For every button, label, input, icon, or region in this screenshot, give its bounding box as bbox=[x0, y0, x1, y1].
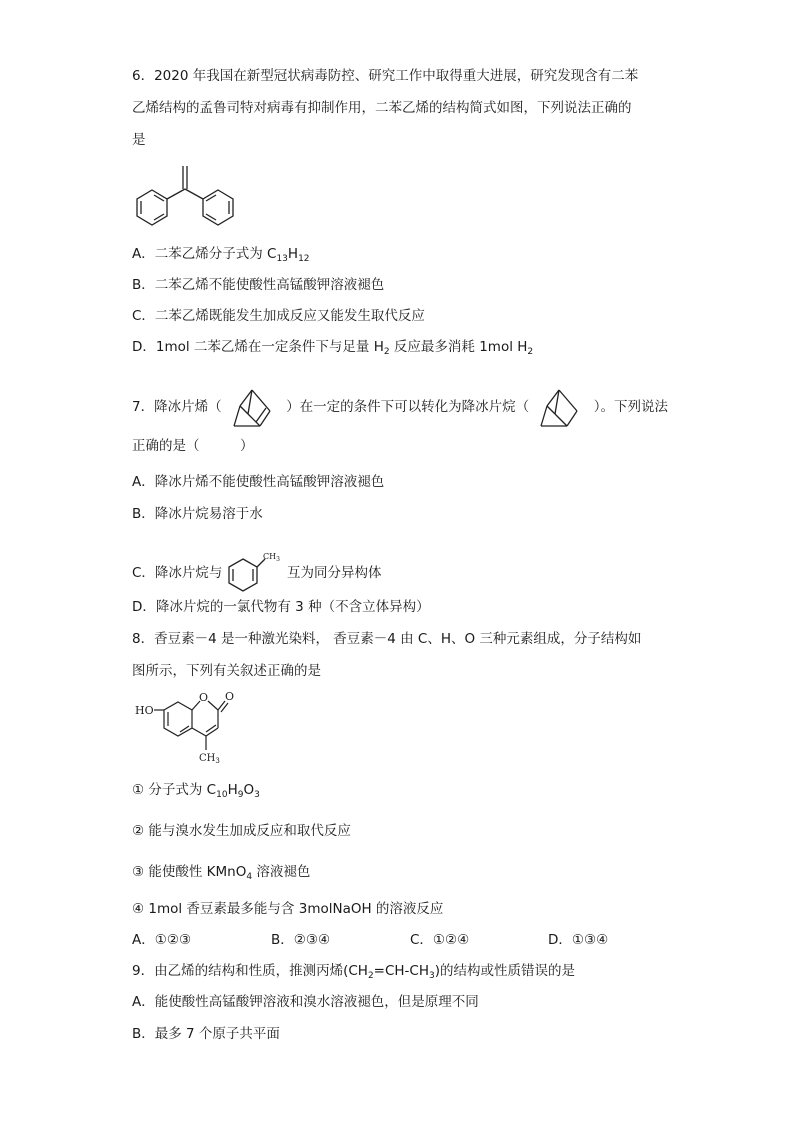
carbonyl-oxygen-label: O bbox=[225, 690, 235, 703]
q8-option-c: C．①②④ bbox=[410, 932, 470, 948]
q9-option-b: B．最多 7 个原子共平面 bbox=[132, 1026, 280, 1042]
q8-stem-line1: 8．香豆素－4 是一种激光染料， 香豆素－4 由 C、H、O 三种元素组成，分子结构如 bbox=[132, 631, 642, 647]
q8-statement-3: ③ 能使酸性 KMnO$_4$ 溶液褪色 bbox=[132, 864, 311, 882]
q8-option-b: B．②③④ bbox=[271, 932, 331, 948]
ho-label: HO bbox=[135, 704, 154, 717]
q9-option-a: A．能使酸性高锰酸钾溶液和溴水溶液褪色，但是原理不同 bbox=[132, 994, 479, 1010]
q7-option-d: D．降冰片烷的一氯代物有 3 种（不含立体异构） bbox=[132, 599, 430, 615]
q6-stem-line1: 6．2020 年我国在新型冠状病毒防控、研究工作中取得重大进展，研究发现含有二苯 bbox=[132, 68, 639, 84]
norbornene-structure bbox=[226, 384, 282, 430]
q7-option-c: C．降冰片烷与 $CH_3$ 互为同分异构体 bbox=[132, 551, 382, 595]
q6-option-d: D．1mol 二苯乙烯在一定条件下与足量 $H_2$ 反应最多消耗 1mol $H_2$ bbox=[132, 339, 534, 357]
q8-option-d: D．①③④ bbox=[548, 932, 609, 948]
q6-stem-line2: 乙烯结构的孟鲁司特对病毒有抑制作用，二苯乙烯的结构简式如图，下列说法正确的 bbox=[132, 100, 632, 116]
q6-option-c: C．二苯乙烯既能发生加成反应又能发生取代反应 bbox=[132, 308, 425, 324]
q7-option-b: B．降冰片烷易溶于水 bbox=[132, 506, 263, 522]
q8-statement-4: ④ 1mol 香豆素最多能与含 3molNaOH 的溶液反应 bbox=[132, 901, 444, 917]
norbornane-structure bbox=[533, 384, 589, 430]
q8-statement-2: ② 能与溴水发生加成反应和取代反应 bbox=[132, 823, 351, 839]
ring-oxygen-label: O bbox=[199, 691, 209, 704]
q7-stem-line2: 正确的是（ ） bbox=[132, 438, 254, 454]
q6-option-b: B．二苯乙烯不能使酸性高锰酸钾溶液褪色 bbox=[132, 277, 385, 293]
q7-stem-line1: 7．降冰片烯（ ）在一定的条件下可以转化为降冰片烷（ ）。下列说法 bbox=[132, 384, 668, 430]
q6-option-a: A．二苯乙烯分子式为 $C_{13}H_{12}$ bbox=[132, 246, 310, 264]
q6-stem-line3: 是 bbox=[132, 132, 146, 148]
methylcyclohexadiene-structure bbox=[227, 551, 283, 595]
diphenylethylene-structure bbox=[130, 162, 240, 228]
q9-stem: 9．由乙烯的结构和性质，推测丙烯$(CH_2=CH-CH_3)$的结构或性质错误的是 bbox=[132, 963, 576, 981]
q8-option-a: A．①②③ bbox=[132, 932, 192, 948]
q8-stem-line2: 图所示，下列有关叙述正确的是 bbox=[132, 663, 321, 679]
ch3-label: $CH_3$ bbox=[262, 552, 280, 563]
q7-option-a: A．降冰片烯不能使酸性高锰酸钾溶液褪色 bbox=[132, 474, 385, 490]
q8-statement-1: ① 分子式为 $C_{10}H_9O_3$ bbox=[132, 782, 260, 800]
methyl-label: $CH_3$ bbox=[199, 753, 220, 765]
coumarin-4-structure bbox=[132, 688, 242, 766]
